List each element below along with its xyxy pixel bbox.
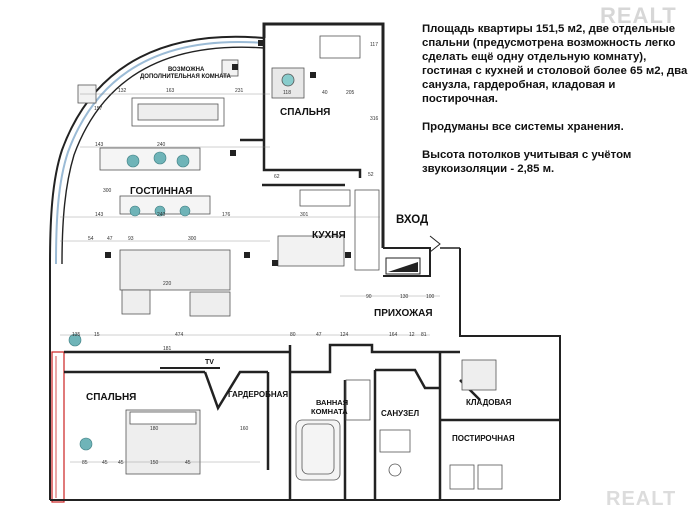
description-paragraph: Продуманы все системы хранения. (422, 121, 624, 133)
dimension-label: 85 (82, 460, 88, 466)
dimension-label: 150 (150, 460, 159, 466)
bathroom-label: ВАННАЯ (316, 398, 349, 407)
bathroom-label: КОМНАТА (311, 407, 348, 416)
dimension-label: 163 (166, 88, 175, 94)
dimension-label: 135 (72, 332, 81, 338)
dimension-label: 130 (400, 294, 409, 300)
tv-label: TV (205, 359, 214, 366)
dimension-label: 301 (300, 212, 309, 218)
bedroom-bottom-label: СПАЛЬНЯ (86, 392, 137, 403)
entrance-label: ВХОД (396, 214, 429, 226)
wardrobe-label: ГАРДЕРОБНАЯ (228, 390, 289, 399)
dimension-label: 180 (150, 426, 159, 432)
dimension-label: 15 (94, 332, 100, 338)
dimension-label: 100 (426, 294, 435, 300)
description-paragraph: Высота потолков учитывая с учётом звукоизоляции - 2,85 м. (422, 149, 632, 175)
dimension-label: 474 (175, 332, 184, 338)
dimension-label: 117 (370, 42, 378, 48)
dimension-label: 54 (88, 236, 94, 242)
bedroom-top-label: СПАЛЬНЯ (280, 107, 331, 118)
dimension-label: 93 (128, 236, 134, 242)
dimension-label: 157 (94, 106, 103, 112)
dimension-label: 231 (235, 88, 244, 94)
laundry-label: ПОСТИРОЧНАЯ (452, 434, 515, 443)
dimension-label: 90 (366, 294, 372, 300)
dimension-label: 124 (340, 332, 349, 338)
dimension-label: 118 (283, 90, 291, 96)
dimension-label: 316 (370, 116, 379, 122)
dimension-label: 143 (95, 142, 104, 148)
dimension-label: 176 (222, 212, 231, 218)
dimension-label: 300 (188, 236, 197, 242)
dimension-label: 47 (107, 236, 113, 242)
dimension-label: 205 (346, 90, 355, 96)
pantry-label: КЛАДОВАЯ (466, 398, 512, 407)
dimension-label: 45 (118, 460, 124, 466)
dimension-label: 52 (368, 172, 374, 178)
hall-label: ПРИХОЖАЯ (374, 308, 433, 319)
extra-room-label: ВОЗМОЖНА (168, 67, 205, 73)
dimension-label: 240 (157, 212, 166, 218)
extra-room-label: ДОПОЛНИТЕЛЬНАЯ КОМНАТА (140, 74, 231, 80)
dimension-label: 45 (102, 460, 108, 466)
living-room-label: ГОСТИННАЯ (130, 186, 193, 197)
dimension-label: 143 (95, 212, 104, 218)
description-block (422, 22, 690, 190)
dimension-label: 47 (316, 332, 322, 338)
dimension-label: 164 (389, 332, 398, 338)
watermark: REALT (600, 3, 677, 28)
dimension-label: 240 (157, 142, 166, 148)
watermark: REALT (606, 488, 677, 510)
dimension-label: 62 (274, 174, 280, 180)
dimension-label: 45 (185, 460, 191, 466)
dimension-label: 181 (163, 346, 172, 352)
dimension-label: 132 (118, 88, 127, 94)
dimension-label: 160 (240, 426, 249, 432)
description-paragraph: Площадь квартиры 151,5 м2, две отдельные спальни (предусмотрена возможность легко сделать ещё одну отдельную комнату), гостиная с кухней и столовой более 65 м2, два санузла, гардеробная, кладовая и постирочная. (422, 23, 688, 105)
dimension-label: 12 (409, 332, 415, 338)
dimension-label: 81 (421, 332, 427, 338)
dimension-label: 80 (290, 332, 296, 338)
kitchen-label: КУХНЯ (312, 230, 346, 241)
dimension-label: 300 (103, 188, 112, 194)
wc-label: САНУЗЕЛ (381, 409, 420, 418)
dimension-label: 40 (322, 90, 328, 96)
dimension-label: 220 (163, 281, 172, 287)
